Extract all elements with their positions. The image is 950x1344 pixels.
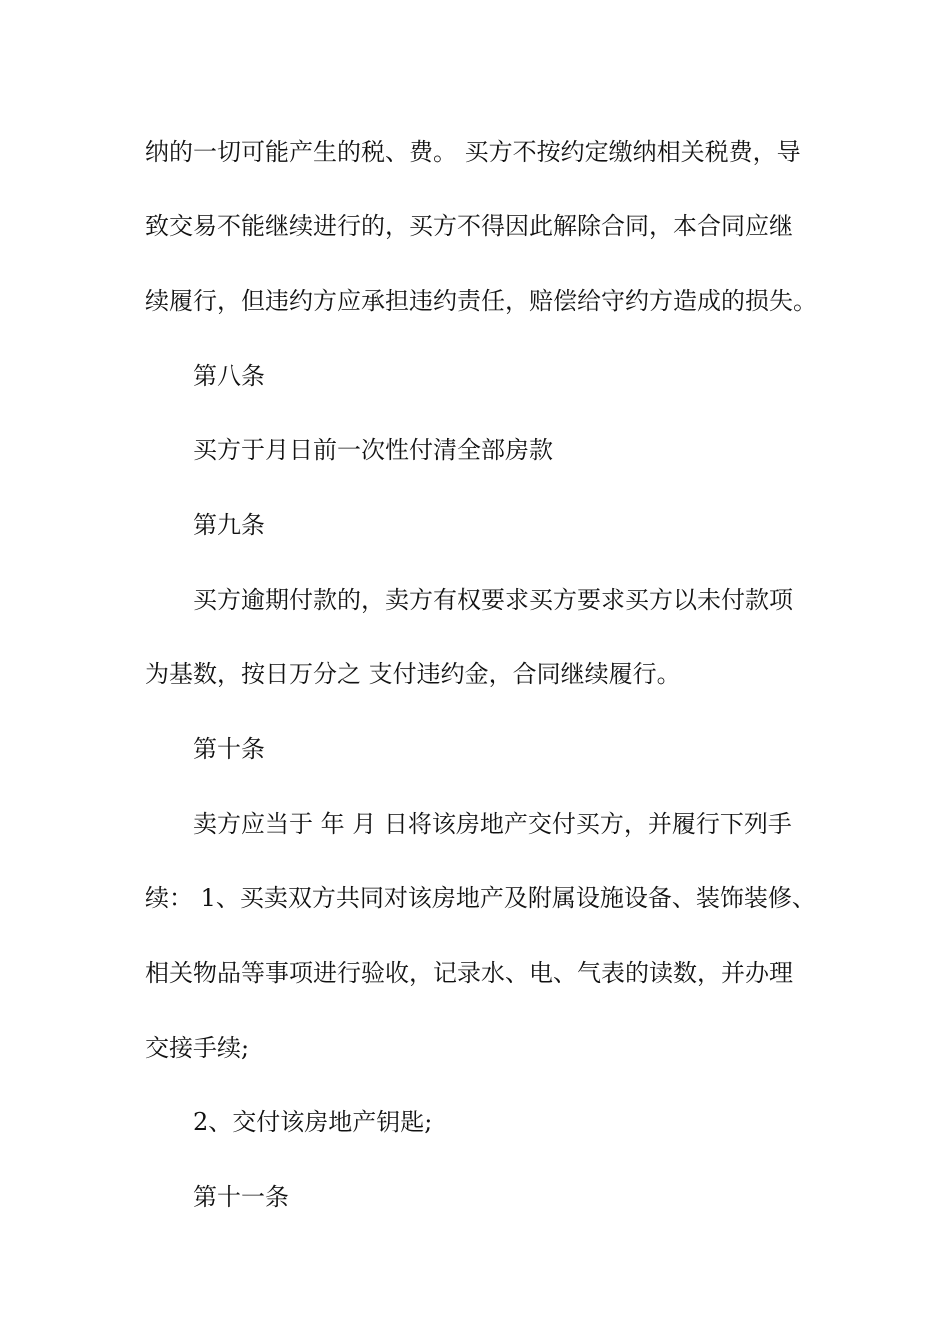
text-line: 续： 1、买卖双方共同对该房地产及附属设施设备、装饰装修、: [145, 884, 816, 912]
article-heading: 第九条: [193, 511, 265, 539]
article-heading: 第十条: [193, 735, 265, 763]
text-line: 交接手续;: [145, 1034, 250, 1062]
paragraph-line: 买方于月日前一次性付清全部房款: [193, 436, 553, 464]
text-line: 相关物品等事项进行验收，记录水、电、气表的读数，并办理: [145, 959, 793, 987]
text-line: 致交易不能继续进行的，买方不得因此解除合同，本合同应继: [145, 212, 793, 240]
paragraph-line: 卖方应当于 年 月 日将该房地产交付买方，并履行下列手: [193, 810, 792, 838]
article-heading: 第十一条: [193, 1183, 289, 1211]
text-line: 纳的一切可能产生的税、费。 买方不按约定缴纳相关税费，导: [145, 138, 801, 166]
text-line: 续履行，但违约方应承担违约责任，赔偿给守约方造成的损失。: [145, 287, 817, 315]
text-line: 为基数，按日万分之 支付违约金，合同继续履行。: [145, 660, 681, 688]
article-heading: 第八条: [193, 362, 265, 390]
paragraph-line: 买方逾期付款的，卖方有权要求买方要求买方以未付款项: [193, 586, 793, 614]
paragraph-line: 2、交付该房地产钥匙;: [193, 1108, 433, 1136]
